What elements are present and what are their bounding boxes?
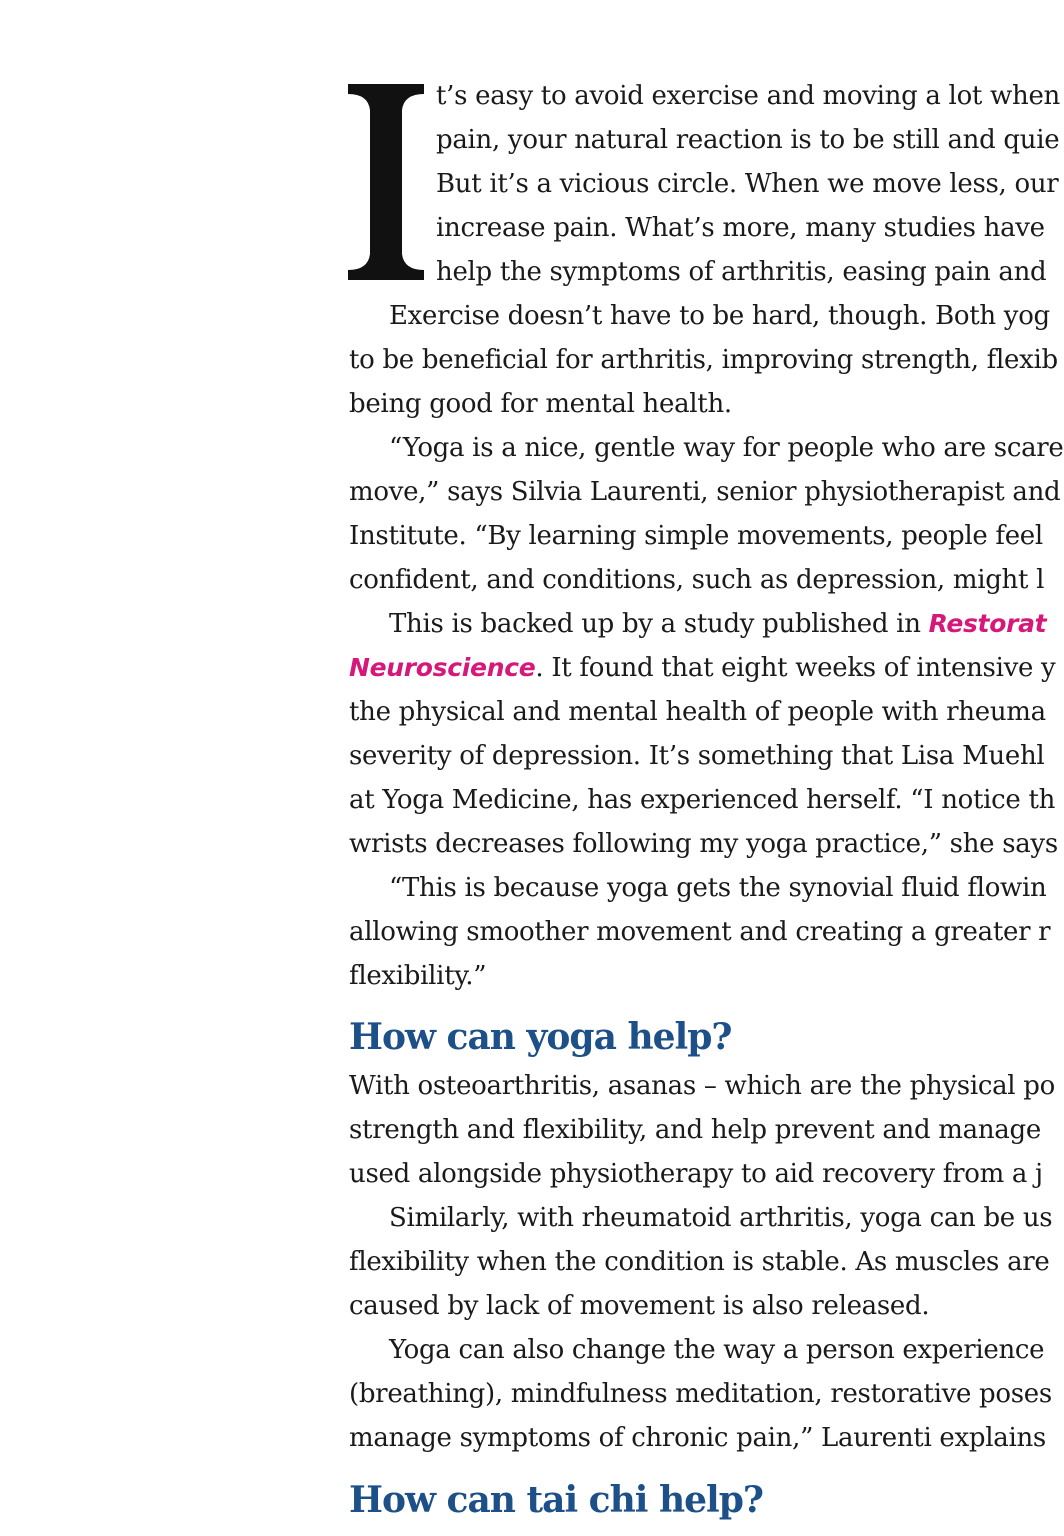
paragraph-4-line: severity of depression. It’s something that Lisa Muehl [349, 741, 1045, 771]
paragraph-8-line: manage symptoms of chronic pain,” Laurenti explains [349, 1423, 1046, 1453]
journal-name: Neuroscience [349, 653, 536, 682]
drop-cap-letter [346, 80, 430, 284]
paragraph-4-line: the physical and mental health of people with rheuma [349, 697, 1046, 727]
paragraph-8-line: (breathing), mindfulness meditation, restorative poses [349, 1379, 1052, 1409]
paragraph-7-line: Similarly, with rheumatoid arthritis, yoga can be us [389, 1203, 1053, 1233]
paragraph-4-line: wrists decreases following my yoga practice,” she says [349, 829, 1058, 859]
paragraph-6-line: With osteoarthritis, asanas – which are the physical po [349, 1071, 1055, 1101]
paragraph-8-line: Yoga can also change the way a person experience [389, 1335, 1045, 1365]
paragraph-5-line: allowing smoother movement and creating a greater r [349, 917, 1051, 947]
paragraph-2-line: to be beneficial for arthritis, improving strength, flexib [349, 345, 1058, 375]
paragraph-3-line: move,” says Silvia Laurenti, senior physiotherapist and [349, 477, 1061, 507]
paragraph-6-line: used alongside physiotherapy to aid recovery from a j [349, 1159, 1043, 1189]
paragraph-5-line: “This is because yoga gets the synovial fluid flowin [389, 873, 1047, 903]
paragraph-4-line [349, 653, 1055, 683]
paragraph-4-text: This is backed up by a study published in [389, 609, 929, 639]
section-heading-yoga: How can yoga help? [349, 1016, 732, 1058]
paragraph-3-line: Institute. “By learning simple movements, people feel [349, 521, 1043, 551]
paragraph-7-line: caused by lack of movement is also released. [349, 1291, 930, 1321]
paragraph-1-line: increase pain. What’s more, many studies have [436, 213, 1045, 243]
paragraph-7-line: flexibility when the condition is stable. As muscles are [349, 1247, 1050, 1277]
paragraph-1-line: help the symptoms of arthritis, easing pain and [436, 257, 1047, 287]
section-heading-tai-chi: How can tai chi help? [349, 1479, 763, 1521]
paragraph-2-line: Exercise doesn’t have to be hard, though. Both yog [389, 301, 1050, 331]
paragraph-4-text: . It found that eight weeks of intensive y [535, 653, 1056, 683]
paragraph-4-line: at Yoga Medicine, has experienced herself. “I notice th [349, 785, 1056, 815]
paragraph-3-line: “Yoga is a nice, gentle way for people who are scare [389, 433, 1064, 463]
paragraph-1-line: But it’s a vicious circle. When we move less, our [436, 169, 1059, 199]
paragraph-1-line: pain, your natural reaction is to be still and quie [436, 125, 1060, 155]
paragraph-1-line: t’s easy to avoid exercise and moving a lot when [436, 81, 1060, 111]
paragraph-6-line: strength and flexibility, and help prevent and manage [349, 1115, 1041, 1145]
paragraph-5-line: flexibility.” [349, 961, 487, 991]
journal-name: Restorat [928, 609, 1047, 638]
paragraph-3-line: confident, and conditions, such as depression, might l [349, 565, 1045, 595]
paragraph-4-line [389, 609, 1046, 639]
paragraph-2-line: being good for mental health. [349, 389, 732, 419]
